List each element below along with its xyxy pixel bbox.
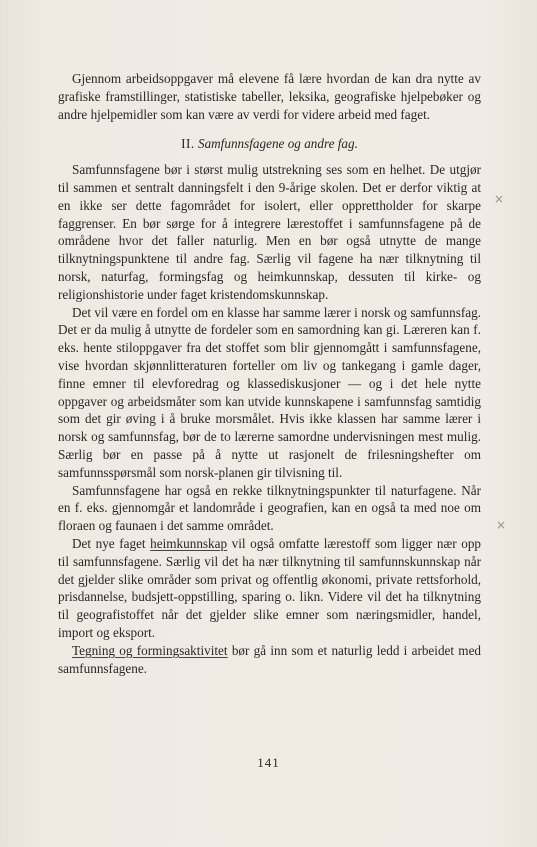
paragraph-tegning bbox=[58, 642, 481, 678]
paragraph-heimkunnskap-rest: vil også omfatte lærestoff som ligger nær opp til samfunnsfagene. Særlig vil det ha nær tilknytning til samfunnskunnskap når det gjelder slike områder som privat og offentlig økonomi, private rettsforhold, prisdannelse, budsjett-oppstilling, sparing o. likn. Videre vil det ha tilknytning til geografistoffet når det gjelder slike emner som næringsmidler, handel, import og eksport. bbox=[58, 535, 482, 640]
paragraph-tegning-rest: bør gå inn som et naturlig ledd i arbeidet med samfunnsfagene. bbox=[58, 642, 482, 676]
section-heading bbox=[58, 135, 481, 153]
paragraph-helhet: Samfunnsfagene bør i størst mulig utstrekning ses som en helhet. De utgjør til sammen et sentralt danningsfelt i den 9-årige skolen. Det er derfor viktig at en ikke ser dette fagområdet for isolert, eller opprettholder for skarpe faggrenser. En bør sørge for å integrere lærestoffet i samfunnsfagene på de områdene hvor det faller naturlig. Men en bør også utnytte de mange tilknytningspunktene til andre fag. Særlig vil fagene ha nær tilknytning til norsk, naturfag, formingsfag og heimkunnskap, dessuten til kirke- og religionshistorie under faget kristendomskunnskap. bbox=[58, 162, 481, 302]
section-number: II. bbox=[181, 136, 195, 152]
intro-paragraph: Gjennom arbeidsoppgaver må elevene få lære hvordan de kan dra nytte av grafiske framstillinger, statistiske tabeller, leksika, geografiske hjelpebøker og andre hjelpemidler som kan være av verdi for videre arbeid med faget. bbox=[58, 71, 481, 122]
paragraph-naturfag: Samfunnsfagene har også en rekke tilknytningspunkter til naturfagene. Når en f. eks. gjennomgår et landområde i geografien, kan en også ta med noe om floraen og faunaen i det samme området. bbox=[58, 482, 481, 534]
paragraph-heimkunnskap-start: Det nye faget bbox=[72, 535, 151, 551]
paragraph-heimkunnskap bbox=[58, 535, 481, 642]
section-title-text: Samfunnsfagene og andre fag. bbox=[197, 136, 358, 152]
paragraph-norsk: Det vil være en fordel om en klasse har samme lærer i norsk og samfunnsfag. Det er da mulig å utnytte de fordeler som en samordning kan gi. Læreren kan f. eks. hente stiloppgaver fra det stoffet som blir gjennomgått i samfunnsfagene, vise hvordan skjønnlitteraturen forteller om liv og tankegang i gamle dager, finne emner til elevforedrag og klassediskusjoner — og i det hele nytte oppgaver og arbeidsmåter som kan utvide kunnskapene i samfunnsfag samtidig som det gir øving i å bruke morsmålet. Hvis ikke klassen har samme lærer i norsk og samfunnsfag, bør de to lærerne samordne undervisningen mest mulig. Særlig bør en passe på å nytte ut rasjonelt de frilesningshefter om samfunnsspørsmål som norsk-planen gir tilvisning til. bbox=[58, 304, 481, 480]
body-text bbox=[58, 70, 481, 677]
pencil-mark: × bbox=[494, 192, 505, 206]
underlined-tegning: Tegning og formingsaktivitet bbox=[72, 642, 228, 658]
underlined-heimkunnskap: heimkunnskap bbox=[150, 535, 228, 551]
page-number: 141 bbox=[257, 755, 280, 770]
pencil-mark: × bbox=[496, 518, 507, 532]
